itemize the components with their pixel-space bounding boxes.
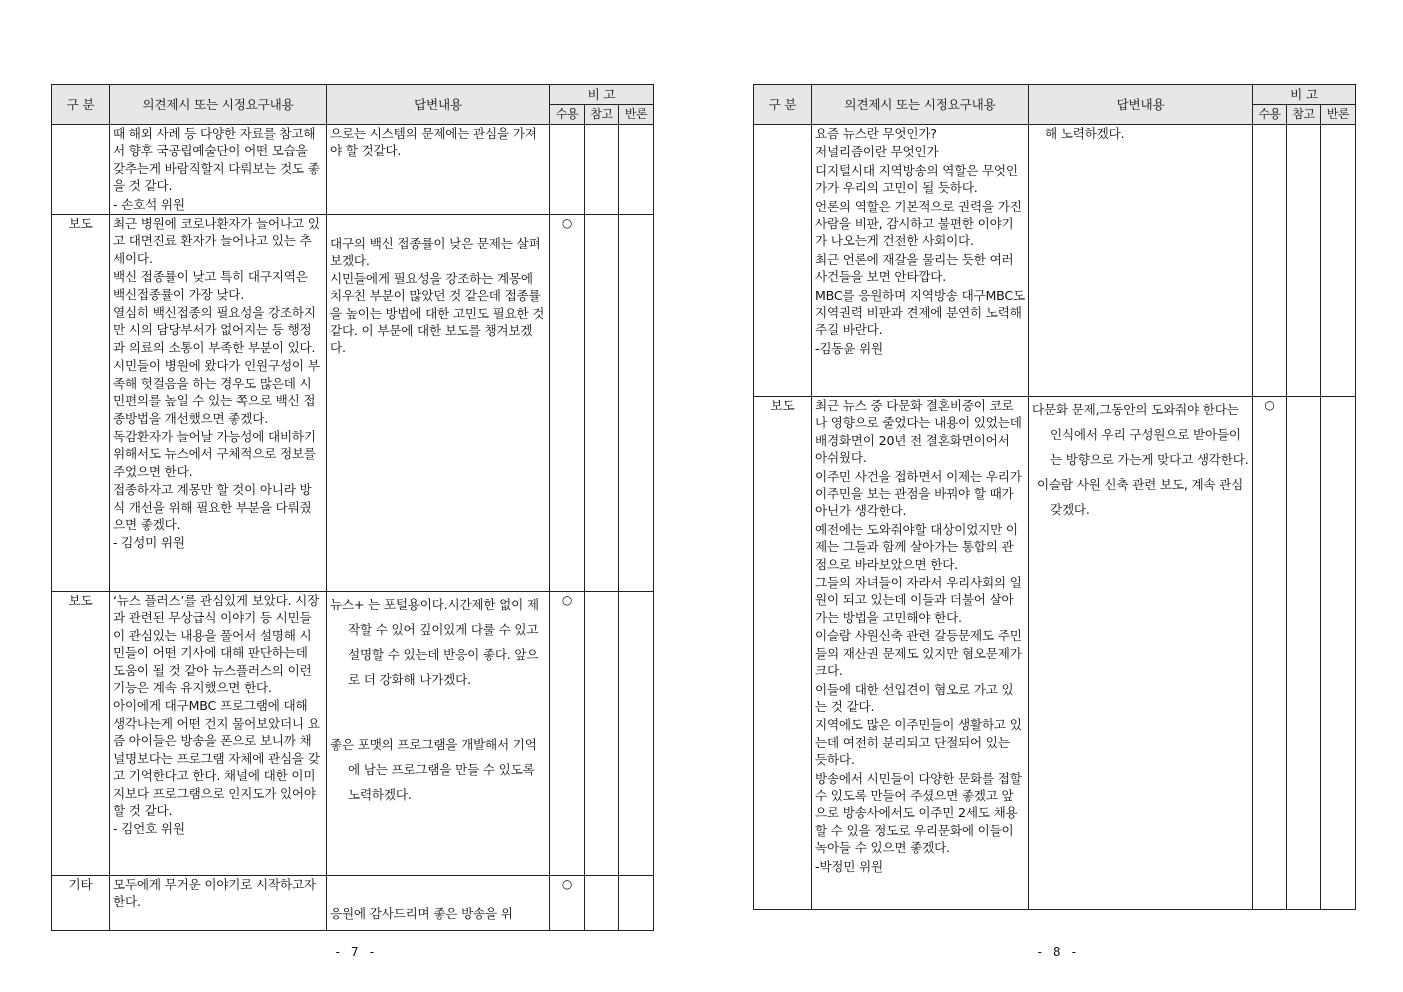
opinion-paragraph: 최근 언론에 재갈을 물리는 듯한 여러 사건들을 보면 안타깝다. [815, 251, 1014, 285]
answer-paragraph: 으로는 시스템의 문제에는 관심을 가져야 할 것같다. [330, 126, 537, 159]
member-signature: - 김성미 위원 [113, 535, 185, 551]
accept-mark: ○ [550, 592, 585, 876]
header-ref: 참고 [585, 105, 619, 125]
table-row [52, 876, 654, 931]
header-accept: 수용 [1253, 105, 1287, 125]
member-signature: -박정민 위원 [815, 858, 883, 874]
header-gubun: 구 분 [52, 85, 110, 125]
opinion-paragraph: 백신 접종률이 낮고 특히 대구지역은 백신접종률이 가장 낮다. [113, 269, 308, 302]
page-7 [0, 0, 700, 992]
reject-cell [619, 125, 654, 215]
page-number: - 7 - [334, 944, 377, 959]
category-cell [754, 125, 812, 397]
opinion-paragraph: 언론의 역할은 기본적으로 권력을 가진 사람을 비판, 감시하고 불편한 이야기가 나오는게 건전한 사회이다. [815, 198, 1022, 249]
answer-cell [1029, 397, 1253, 910]
answer-cell [327, 876, 550, 931]
opinion-paragraph: 지역에도 많은 이주민들이 생활하고 있는데 여전히 분리되고 단절되어 있는 듯하다. [815, 717, 1022, 768]
ref-cell [585, 125, 619, 215]
answer-cell [327, 592, 550, 876]
opinion-paragraph: 아이에게 대구MBC 프로그램에 대해 생각나는게 어떤 건지 물어보았더니 요즘 아이들은 방송을 폰으로 보니까 채널명보다는 프로그램 자체에 관심을 갖고 기억한다고 한다. 채널에 대한 이미지보다 프로그램으로 인지도가 있어야 할 것 같다. [113, 698, 320, 818]
opinion-cell [812, 397, 1029, 910]
ref-cell [1287, 397, 1321, 910]
answer-paragraph: 다문화 문제,그동안의 도와줘야 한다는 인식에서 우리 구성원으로 받아들이는 방향으로 가는게 맞다고 생각한다. [1032, 402, 1249, 467]
header-reject: 반론 [1321, 105, 1356, 125]
header-ref: 참고 [1287, 105, 1321, 125]
table-row [52, 215, 654, 592]
table-row [754, 125, 1356, 397]
opinion-cell [110, 592, 327, 876]
reject-cell [619, 215, 654, 592]
answer-paragraph: 좋은 포맷의 프로그램을 개발해서 기억에 남는 프로그램을 만들 수 있도록 노력하겠다. [330, 737, 537, 803]
accept-mark [1253, 125, 1287, 397]
answer-paragraph: 시민들에게 필요성을 강조하는 계몽에 치우친 부분이 많았던 것 같은데 접종률을 높이는 방법에 대한 고민도 필요한 것 같다. 이 부문에 대한 보도를 챙겨보겠다. [330, 270, 545, 356]
opinion-paragraph: 시민들이 병원에 왔다가 인원구성이 부족해 헛걸음을 하는 경우도 많은데 시민편의를 높일 수 있는 쪽으로 백신 접종방법을 개선했으면 좋겠다. [113, 358, 320, 426]
accept-mark: ○ [550, 215, 585, 592]
header-answer: 답변내용 [1029, 85, 1253, 125]
reject-cell [1321, 125, 1356, 397]
accept-mark: ○ [1253, 397, 1287, 910]
header-opinion: 의견제시 또는 시정요구내용 [110, 85, 327, 125]
accept-mark [550, 125, 585, 215]
opinion-paragraph: 방송에서 시민들이 다양한 문화를 접할 수 있도록 만들어 주셨으면 좋겠고 앞으로 방송사에서도 이주민 2세도 채용할 수 있을 정도로 우리문화에 이들이 녹아들 수 있으면 좋겠다. [815, 770, 1022, 856]
category-cell: 보도 [52, 592, 110, 876]
opinion-paragraph: 그들의 자녀들이 자라서 우리사회의 일원이 되고 있는데 이들과 더불어 살아가는 방법을 고민해야 한다. [815, 575, 1022, 625]
page-number: - 8 - [1036, 944, 1079, 959]
opinion-paragraph: 이들에 대한 선입견이 혐오로 가고 있는 것 같다. [815, 681, 1014, 714]
opinion-paragraph: 접종하자고 계몽만 할 것이 아니라 방식 개선을 위해 필요한 부분을 다뤄줬으면 좋겠다. [113, 482, 312, 532]
answer-cell [1029, 125, 1253, 397]
opinion-paragraph: 독감환자가 늘어날 가능성에 대비하기 위해서도 뉴스에서 구체적으로 정보를 주었으면 한다. [113, 428, 316, 479]
answer-paragraph: 응원에 감사드리며 좋은 방송을 위 [330, 905, 513, 921]
opinion-paragraph: 때 해외 사례 등 다양한 자료를 참고해서 향후 국공립예술단이 어떤 모습을 갖추는게 바람직할지 다뤄보는 것도 좋을 것 같다. [113, 126, 320, 194]
opinion-paragraph: 저널리즘이란 무엇인가 [815, 144, 939, 160]
opinion-paragraph: 열심히 백신접종의 필요성을 강조하지만 시의 담당부서가 없어지는 등 행정과 의료의 소통이 부족한 부분이 있다. [113, 305, 316, 355]
ref-cell [585, 876, 619, 931]
header-bigo: 비 고 [550, 85, 654, 105]
opinion-paragraph: 모두에게 무거운 이야기로 시작하고자 한다. [113, 877, 316, 910]
opinion-paragraph: ‘뉴스 플러스’를 관심있게 보았다. 시장과 관련된 무상급식 이야기 등 시민들이 관심있는 내용을 풀어서 설명해 시민들이 어떤 기사에 대해 판단하는데 도움이 될 것 같아 뉴스플러스의 이런 기능은 계속 유지했으면 한다. [113, 593, 320, 696]
answer-paragraph: 해 노력하겠다. [1045, 126, 1125, 141]
member-signature: - 손호석 위원 [113, 196, 185, 212]
opinion-table-page-7 [51, 84, 654, 931]
opinion-cell [812, 125, 1029, 397]
opinion-paragraph: MBC를 응원하며 지역방송 대구MBC도 지역권력 비판과 견제에 분연히 노력해주길 바란다. [815, 287, 1025, 338]
opinion-cell [110, 215, 327, 592]
category-cell [52, 125, 110, 215]
ref-cell [585, 592, 619, 876]
opinion-table-page-8 [753, 84, 1356, 910]
opinion-paragraph: 이슬람 사원신축 관련 갈등문제도 주민들의 재산권 문제도 있지만 혐오문제가 크다. [815, 628, 1022, 679]
answer-cell [327, 125, 550, 215]
category-cell: 기타 [52, 876, 110, 931]
answer-paragraph: 이슬람 사원 신축 관련 보도, 계속 관심 갖겠다. [1037, 477, 1244, 517]
reject-cell [619, 592, 654, 876]
answer-paragraph: 대구의 백신 접종률이 낮은 문제는 살펴보겠다. [330, 236, 541, 269]
answer-cell [327, 215, 550, 592]
category-cell: 보도 [52, 215, 110, 592]
opinion-paragraph: 최근 병원에 코로나환자가 늘어나고 있고 대면진료 환자가 늘어나고 있는 추세이다. [113, 216, 320, 266]
ref-cell [1287, 125, 1321, 397]
opinion-paragraph: 디지털시대 지역방송의 역할은 무엇인가가 우리의 고민이 될 듯하다. [815, 162, 1018, 196]
opinion-cell [110, 125, 327, 215]
reject-cell [619, 876, 654, 931]
member-signature: -김동윤 위원 [815, 340, 883, 356]
table-row [754, 397, 1356, 910]
header-accept: 수용 [550, 105, 585, 125]
header-gubun: 구 분 [754, 85, 812, 125]
opinion-paragraph: 이주민 사건을 접하면서 이제는 우리가 이주민을 보는 관점을 바꿔야 할 때가 아닌가 생각한다. [815, 468, 1022, 519]
category-cell: 보도 [754, 397, 812, 910]
opinion-cell [110, 876, 327, 931]
reject-cell [1321, 397, 1356, 910]
ref-cell [585, 215, 619, 592]
opinion-paragraph: 요즘 뉴스란 무엇인가? [815, 126, 937, 141]
page-8 [702, 0, 1403, 992]
member-signature: - 김언호 위원 [113, 821, 185, 837]
header-bigo: 비 고 [1253, 85, 1356, 105]
answer-paragraph: 뉴스+ 는 포털용이다.시간제한 없이 제작할 수 있어 깊이있게 다룰 수 있고 설명할 수 있는데 반응이 좋다. 앞으로 더 강화해 나가겠다. [330, 597, 539, 688]
header-opinion: 의견제시 또는 시정요구내용 [812, 85, 1029, 125]
accept-mark: ○ [550, 876, 585, 931]
opinion-paragraph: 최근 뉴스 중 다문화 결혼비중이 코로나 영향으로 줄었다는 내용이 있었는데 배경화면이 20년 전 결혼화면이어서 아쉬웠다. [815, 398, 1022, 466]
header-reject: 반론 [619, 105, 654, 125]
table-row [52, 592, 654, 876]
table-row [52, 125, 654, 215]
opinion-paragraph: 예전에는 도와줘야할 대상이었지만 이제는 그들과 함께 살아가는 통합의 관점으로 바라보았으면 한다. [815, 521, 1018, 572]
header-answer: 답변내용 [327, 85, 550, 125]
